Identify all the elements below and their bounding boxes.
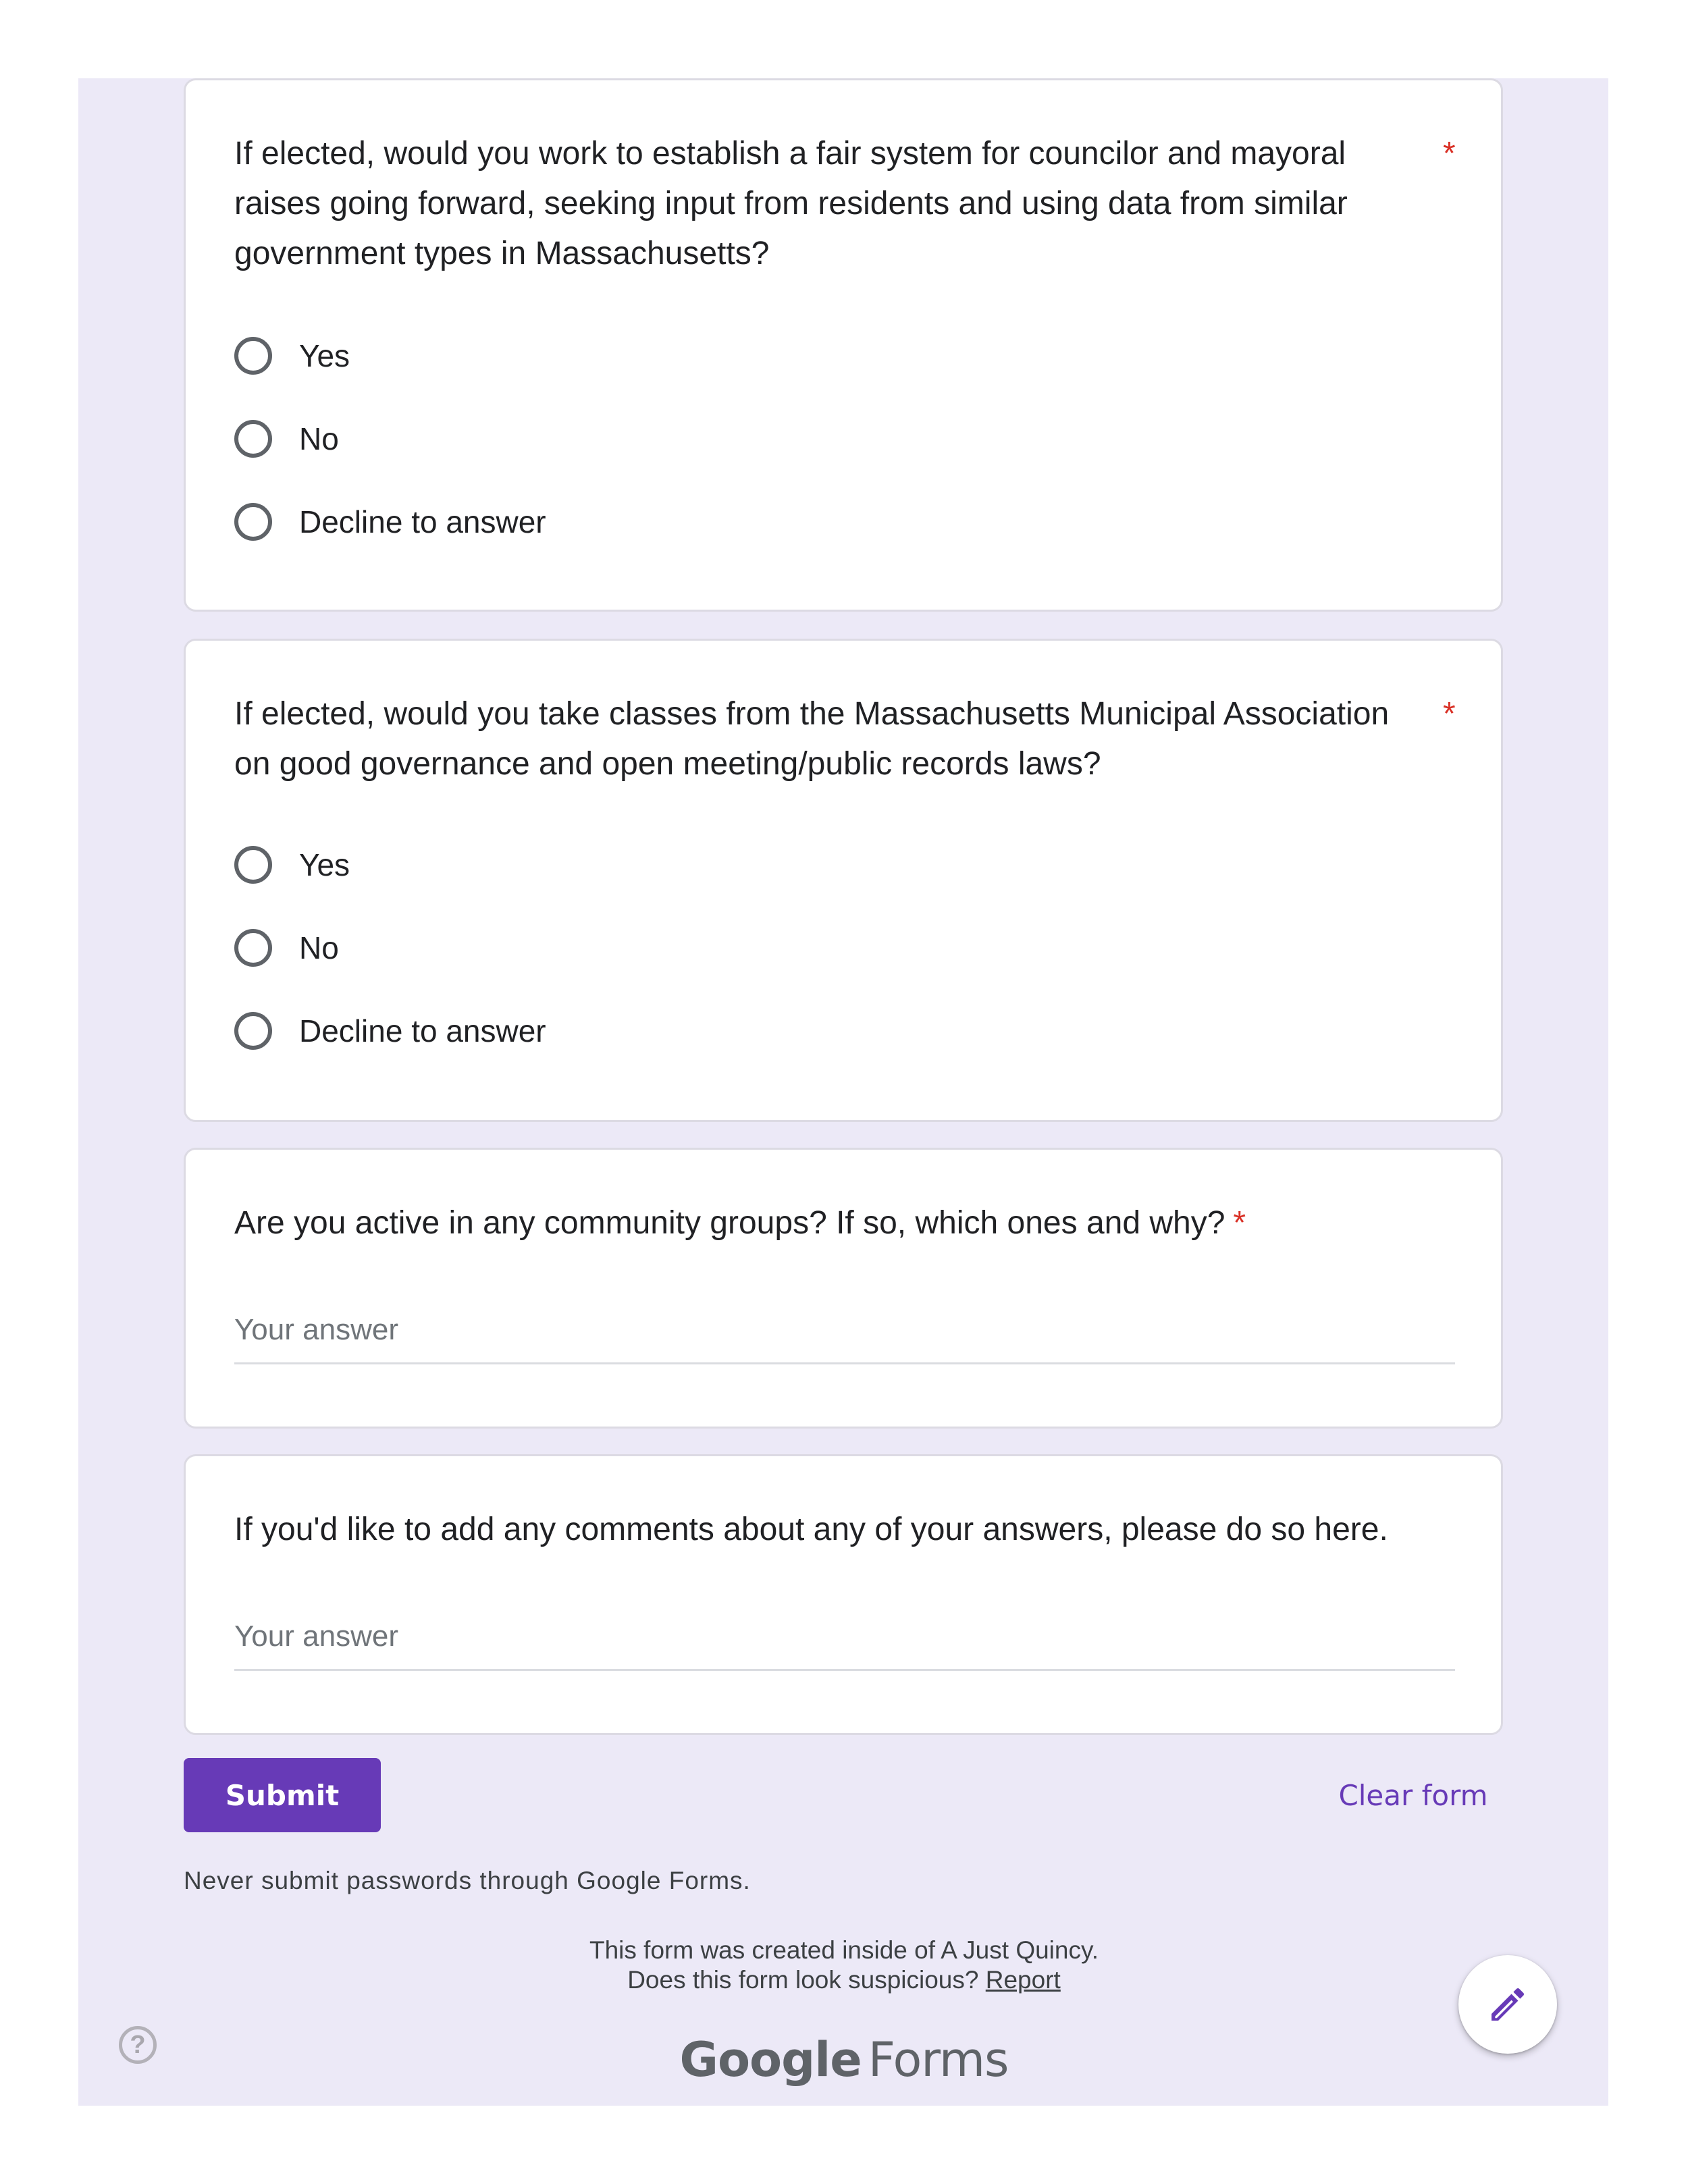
option-label: Decline to answer: [299, 1013, 546, 1048]
question-card-1: [184, 78, 1503, 612]
radio-button[interactable]: [234, 846, 272, 884]
help-icon[interactable]: ?: [119, 2026, 157, 2064]
option-label: Yes: [299, 847, 350, 882]
brand-google: Google: [679, 2032, 862, 2087]
suspicious-line: [0, 1966, 1688, 1994]
question-title: If elected, would you take classes from the Massachusetts Municipal Association on good governance and open meeting/public records laws?: [234, 696, 1390, 782]
radio-option-no[interactable]: [234, 926, 339, 969]
question-title-text: Are you active in any community groups? If so, which ones and why?: [234, 1205, 1225, 1241]
radio-button[interactable]: [234, 929, 272, 967]
option-label: Decline to answer: [299, 504, 546, 539]
required-asterisk: *: [1443, 696, 1456, 732]
radio-option-no[interactable]: [234, 417, 339, 460]
answer-input[interactable]: [234, 1606, 1455, 1667]
brand-forms: Forms: [868, 2032, 1009, 2087]
radio-option-yes[interactable]: [234, 334, 350, 377]
answer-field[interactable]: [234, 1300, 1455, 1364]
password-warning: Never submit passwords through Google Forms.: [184, 1867, 751, 1894]
clear-form-button[interactable]: Clear form: [1338, 1778, 1488, 1812]
radio-option-yes[interactable]: [234, 843, 350, 886]
answer-input[interactable]: [234, 1300, 1455, 1360]
question-title: [234, 1198, 1396, 1248]
required-asterisk: *: [1443, 136, 1456, 171]
option-label: No: [299, 421, 339, 456]
question-title: If elected, would you work to establish a fair system for councilor and mayoral raises going forward, seeking input from residents and using data from similar government types in Massachusetts?: [234, 136, 1348, 271]
required-asterisk: *: [1233, 1205, 1246, 1241]
answer-field[interactable]: [234, 1606, 1455, 1671]
radio-button[interactable]: [234, 420, 272, 458]
question-card-3: [184, 1148, 1503, 1429]
radio-button[interactable]: [234, 1012, 272, 1050]
option-label: No: [299, 930, 339, 965]
created-inside-text: This form was created inside of A Just Quincy.: [589, 1936, 1099, 1964]
radio-button[interactable]: [234, 337, 272, 375]
question-title: If you'd like to add any comments about any of your answers, please do so here.: [234, 1512, 1388, 1547]
question-card-2: [184, 639, 1503, 1122]
option-label: Yes: [299, 338, 350, 373]
google-forms-logo: [0, 2032, 1688, 2087]
question-card-4: [184, 1454, 1503, 1735]
suspicious-text: Does this form look suspicious?: [627, 1966, 979, 1994]
report-link[interactable]: Report: [985, 1966, 1061, 1994]
edit-pencil-icon: [1486, 1983, 1529, 2026]
submit-button[interactable]: Submit: [184, 1758, 381, 1832]
radio-button[interactable]: [234, 503, 272, 541]
radio-option-decline[interactable]: [234, 1009, 546, 1053]
radio-option-decline[interactable]: [234, 500, 546, 543]
